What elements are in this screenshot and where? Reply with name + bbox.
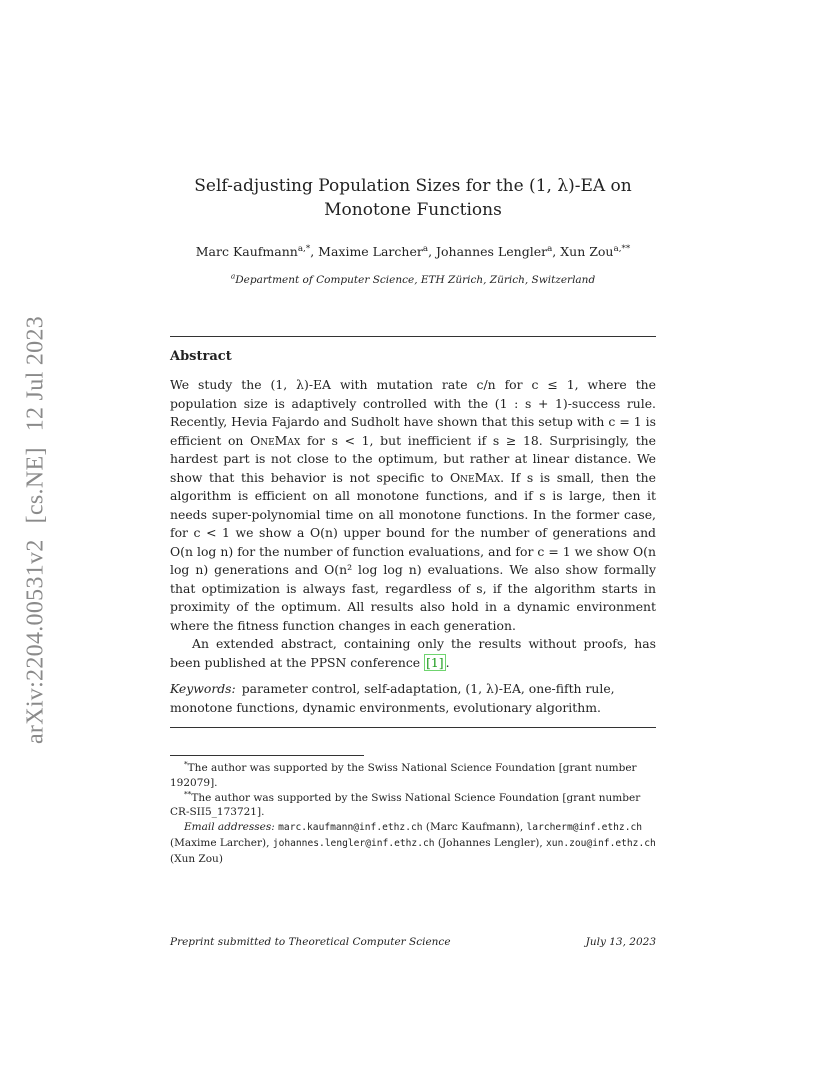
- abstract-top-rule: [170, 336, 656, 337]
- author-list: Marc Kaufmann$^{a,*}$, Maxime Larcher$^a$, Johannes Lengler$^a$, Xun Zou$^{a,**}$: [195, 243, 631, 259]
- arxiv-date: 12 Jul 2023: [22, 315, 49, 432]
- abstract-body: [170, 376, 656, 672]
- author-marks: a: [422, 243, 429, 254]
- author-marks: a,*: [297, 243, 311, 254]
- arxiv-id: arXiv:2204.00531v2: [22, 539, 49, 745]
- keywords: [170, 680, 656, 717]
- author-marks: a,**: [613, 243, 631, 254]
- author-name: Marc Kaufmann: [195, 244, 298, 259]
- footer-journal: Preprint submitted to Theoretical Computer Science: [170, 936, 451, 948]
- abstract-paragraph-2: [170, 635, 656, 672]
- abstract-text: . If s is small, then the algorithm is efficient on all monotone functions, and if s is large, then it needs super-polynomial time on all monotone functions. In the former case, for c < 1 we show a O(n) upper bound for the number of generations and O(n log n) for the number of function evaluations, and for c = 1 we show O(n log n) generations and O(n² log log n) evaluations. We also show formally that optimization is always fast, regardless of s, if the algorithm starts in proximity of the optimum. All results also hold in a dynamic environment where the fitness function changes in each generation.: [170, 469, 656, 633]
- email-link[interactable]: marc.kaufmann@inf.ethz.ch: [278, 822, 423, 834]
- email-owner: (Maxime Larcher),: [170, 836, 273, 849]
- abstract-text: for s < 1, but inefficient if s ≥ 18. Surprisingly, the hardest part is not close to the optimum, but rather at linear distance. We show that this behavior is not specific to: [170, 432, 656, 485]
- footnote-1: [170, 761, 656, 791]
- email-link[interactable]: johannes.lengler@inf.ethz.ch: [272, 837, 435, 849]
- affiliation: [170, 271, 656, 286]
- affiliation-mark: a: [230, 271, 236, 281]
- abstract-paragraph-1: [170, 376, 656, 635]
- keywords-label: Keywords:: [170, 681, 236, 696]
- onemax-term: OneMax: [449, 469, 501, 485]
- author-name: Xun Zou: [560, 244, 614, 259]
- author-marks: a: [547, 243, 553, 254]
- email-owner: (Marc Kaufmann),: [422, 821, 524, 834]
- abstract-text: We study the (1, λ)-EA with mutation rate c/n for c ≤ 1, where the population size is adaptively controlled with the (1 : s + 1)-success rule. Recently, Hevia Fajardo and Sudholt have shown that this setup with c = 1 is efficient on: [170, 377, 656, 448]
- keywords-text: parameter control, self-adaptation, (1, λ)-EA, one-fifth rule, monotone functions, dynamic environments, evolutionary algorithm.: [170, 681, 615, 715]
- author-name: Maxime Larcher: [318, 244, 423, 259]
- footnote-text: The author was supported by the Swiss National Science Foundation [grant number CR-SII5_173721].: [170, 791, 641, 819]
- email-owner: (Xun Zou): [170, 852, 223, 865]
- citation-link[interactable]: [1]: [426, 654, 444, 670]
- email-link[interactable]: larcherm@inf.ethz.ch: [526, 822, 643, 834]
- abstract-heading: Abstract: [170, 349, 232, 364]
- emails-label: Email addresses:: [184, 821, 275, 834]
- title-line-1: Self-adjusting Population Sizes for the (1, λ)-EA on: [194, 176, 632, 196]
- abstract-bottom-rule: [170, 727, 656, 728]
- abstract-text: An extended abstract, containing only the results without proofs, has been published at the PPSN conference: [170, 636, 656, 670]
- abstract-text: .: [445, 654, 450, 670]
- email-link[interactable]: xun.zou@inf.ethz.ch: [546, 837, 656, 849]
- onemax-term: OneMax: [250, 432, 301, 448]
- footnote-2: [170, 791, 656, 821]
- footnote-rule: [170, 755, 364, 756]
- footnotes: [170, 761, 656, 867]
- arxiv-stamp: [23, 316, 50, 744]
- email-owner: (Johannes Lengler),: [434, 836, 547, 849]
- affiliation-text: Department of Computer Science, ETH Zürich, Zürich, Switzerland: [235, 274, 596, 286]
- footer-date: July 13, 2023: [585, 936, 656, 948]
- footnote-emails: [170, 820, 656, 866]
- author-name: Johannes Lengler: [436, 244, 548, 259]
- footnote-mark: *: [184, 759, 188, 769]
- footnote-mark: **: [184, 789, 192, 799]
- title-line-2: Monotone Functions: [324, 200, 502, 220]
- paper-title: [170, 174, 656, 222]
- arxiv-category: [cs.NE]: [22, 447, 49, 524]
- footnote-text: The author was supported by the Swiss National Science Foundation [grant number 192079].: [170, 762, 637, 789]
